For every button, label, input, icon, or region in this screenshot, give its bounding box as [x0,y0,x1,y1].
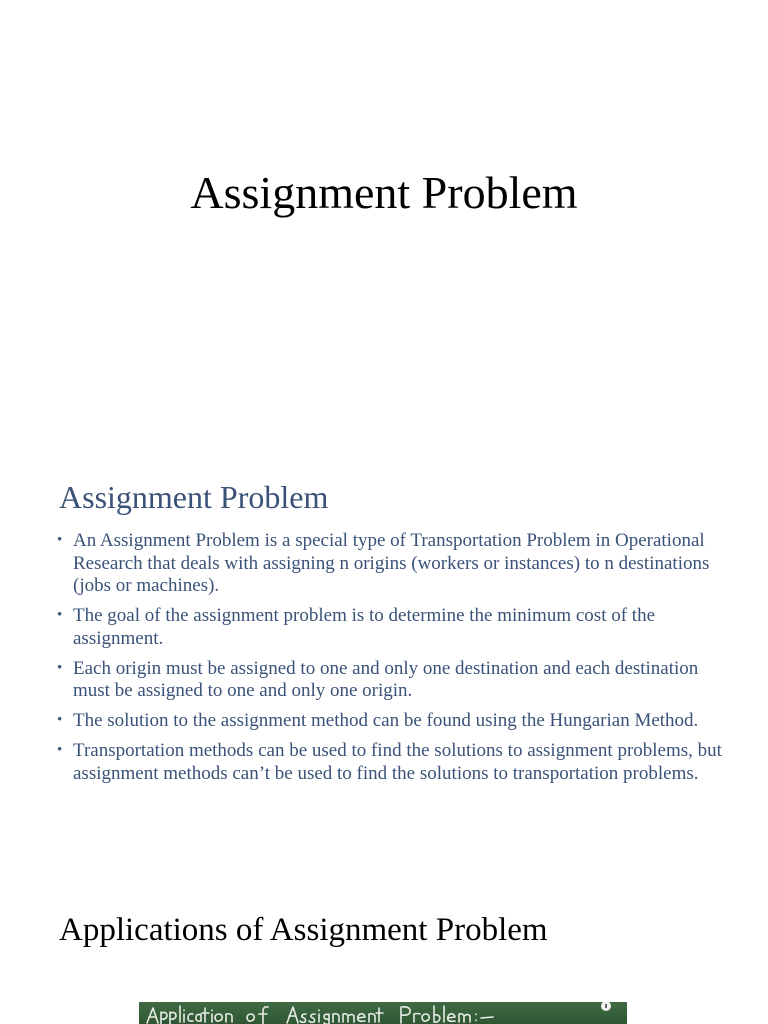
bullet-text: The solution to the assignment method can be found using the Hungarian Method. [73,710,699,731]
bullet-text: Each origin must be assigned to one and only one destination and each destination must be assigned to one and only one origin. [73,657,699,701]
handwriting-strokes [139,1002,627,1024]
bullet-text: Transportation methods can be used to find the solutions to assignment problems, but assignment methods can’t be used to find the solutions to transportation problems. [73,740,722,784]
section-heading: Assignment Problem [59,479,329,515]
bullet-marker: • [57,532,63,548]
bullet-item [57,530,727,598]
bullet-item [57,605,727,650]
bullet-marker: • [57,607,63,623]
bullet-list [57,530,727,793]
bullet-marker: • [57,742,63,758]
bullet-item [57,740,727,785]
applications-heading: Applications of Assignment Problem [59,912,548,948]
handwritten-board-image [139,1002,627,1024]
bullet-item [57,658,727,703]
bullet-marker: • [57,659,63,676]
bullet-text: The goal of the assignment problem is to determine the minimum cost of the assignment. [73,605,656,649]
bullet-text: An Assignment Problem is a special type of Transportation Problem in Operational Research that deals with assigning n origins (workers or instances) to n destinations (jobs or machines). [73,530,710,596]
bullet-item [57,710,727,733]
slide-title: Assignment Problem [190,167,578,218]
bullet-marker: • [57,712,63,728]
